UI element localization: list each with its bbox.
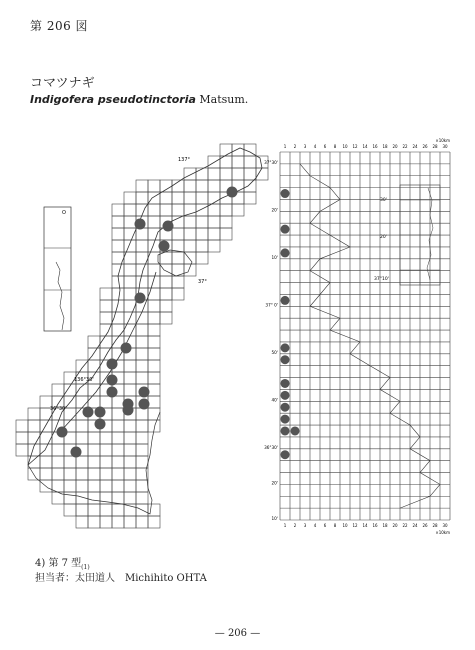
- map-grid-cell: [112, 396, 124, 408]
- histogram-top-tick: 18: [382, 144, 388, 149]
- map-grid-cell: [100, 288, 112, 300]
- map-grid-cell: [148, 336, 160, 348]
- histogram-bottom-tick: 8: [333, 523, 337, 528]
- histogram-bottom-tick: 10: [342, 523, 348, 528]
- map-inset-left: [44, 207, 71, 331]
- map-grid-cell: [196, 168, 208, 180]
- map-grid-cell: [112, 216, 124, 228]
- map-grid-cell: [136, 372, 148, 384]
- map-grid-cell: [52, 384, 64, 396]
- map-grid-cell: [256, 168, 268, 180]
- map-grid-cell: [184, 180, 196, 192]
- map-grid-cell: [100, 324, 112, 336]
- histogram-top-tick: 3: [303, 144, 307, 149]
- map-grid-cell: [52, 456, 64, 468]
- histogram-lat-label: 50': [271, 349, 278, 355]
- map-grid-cell: [220, 168, 232, 180]
- occurrence-dot: [163, 221, 174, 232]
- map-grid-cell: [244, 168, 256, 180]
- histogram-bottom-tick: 24: [412, 523, 418, 528]
- map-grid-cell: [148, 408, 160, 420]
- map-grid-cell: [184, 192, 196, 204]
- map-grid-cell: [88, 396, 100, 408]
- histogram-top-tick: 14: [362, 144, 368, 149]
- histogram-top-tick: 10: [342, 144, 348, 149]
- map-grid-cell: [148, 288, 160, 300]
- map-grid-cell: [136, 312, 148, 324]
- map-grid-cell: [52, 444, 64, 456]
- map-grid-cell: [172, 204, 184, 216]
- histogram-top-tick: 6: [323, 144, 327, 149]
- histogram-top-tick: 20: [392, 144, 398, 149]
- occurrence-dot: [107, 359, 118, 370]
- map-grid-cell: [124, 276, 136, 288]
- map-grid-cell: [148, 348, 160, 360]
- map-grid-cell: [148, 240, 160, 252]
- map-grid-cell: [148, 312, 160, 324]
- histogram-top-tick: 26: [422, 144, 428, 149]
- occurrence-dot: [57, 427, 68, 438]
- map-grid-cell: [136, 324, 148, 336]
- map-grid-cell: [124, 300, 136, 312]
- map-grid-cell: [148, 300, 160, 312]
- species-japanese-name: コマツナギ: [30, 76, 95, 91]
- map-grid-cell: [76, 504, 88, 516]
- species-scientific-name: Indigofera pseudotinctoria: [30, 93, 196, 106]
- occurrence-dot: [71, 447, 82, 458]
- histogram-bottom-tick: 16: [372, 523, 378, 528]
- map-grid-cell: [184, 168, 196, 180]
- map-grid-cell: [52, 468, 64, 480]
- map-grid-cell: [136, 432, 148, 444]
- map-grid-cell: [76, 420, 88, 432]
- occurrence-dot: [139, 399, 150, 410]
- map-lat-label-inland: 37°: [198, 279, 207, 285]
- occurrence-dot: [121, 343, 132, 354]
- map-grid-cell: [112, 432, 124, 444]
- map-grid-cell: [136, 456, 148, 468]
- map-grid-cell: [196, 228, 208, 240]
- histogram-dot: [281, 379, 290, 388]
- page-number: — 206 —: [214, 628, 261, 639]
- map-grid-cell: [136, 180, 148, 192]
- map-grid-cell: [160, 312, 172, 324]
- map-grid-cell: [28, 468, 40, 480]
- map-grid-cell: [100, 444, 112, 456]
- histogram-bottom-tick: 18: [382, 523, 388, 528]
- map-grid-cell: [124, 492, 136, 504]
- map-grid-cell: [64, 480, 76, 492]
- histogram-lat-label: 37°30': [264, 159, 278, 165]
- map-grid-cell: [100, 468, 112, 480]
- map-grid-cell: [124, 216, 136, 228]
- map-grid-cell: [232, 168, 244, 180]
- map-grid-cell: [220, 216, 232, 228]
- occurrence-dot: [83, 407, 94, 418]
- map-grid-cell: [124, 516, 136, 528]
- map-grid-cell: [244, 180, 256, 192]
- map-lon-label-137: 137°: [178, 157, 191, 163]
- map-grid-cell: [124, 264, 136, 276]
- map-grid-cell: [16, 420, 28, 432]
- map-grid-cell: [100, 432, 112, 444]
- histogram-bottom-tick: 30: [442, 523, 448, 528]
- histogram-lat-label: 20': [271, 207, 278, 213]
- map-grid-cell: [88, 492, 100, 504]
- map-grid-cell: [88, 456, 100, 468]
- map-grid-cell: [76, 384, 88, 396]
- species-author: Matsum.: [199, 93, 249, 106]
- histogram-dot: [281, 343, 290, 352]
- histogram-bottom-tick: 3: [303, 523, 307, 528]
- map-grid-cell: [160, 264, 172, 276]
- map-grid-cell: [160, 276, 172, 288]
- map-grid-cell: [148, 180, 160, 192]
- map-grid-cell: [88, 516, 100, 528]
- map-grid-cell: [124, 360, 136, 372]
- map-grid-cell: [76, 456, 88, 468]
- map-grid-cell: [172, 288, 184, 300]
- histogram-bottom-tick: 14: [362, 523, 368, 528]
- map-grid-cell: [124, 444, 136, 456]
- map-grid-cell: [40, 444, 52, 456]
- map-grid-cell: [112, 504, 124, 516]
- map-grid-cell: [148, 264, 160, 276]
- map-grid-cell: [40, 420, 52, 432]
- map-grid-cell: [88, 360, 100, 372]
- map-grid-cell: [112, 516, 124, 528]
- map-grid-cell: [196, 180, 208, 192]
- histogram-dot: [281, 248, 290, 257]
- histogram-bottom-tick: 22: [402, 523, 408, 528]
- map-grid-cell: [148, 204, 160, 216]
- map-grid: [16, 144, 268, 528]
- map-grid-cell: [64, 456, 76, 468]
- histogram-dot: [281, 426, 290, 435]
- map-grid-cell: [100, 516, 112, 528]
- map-grid-cell: [196, 192, 208, 204]
- occurrence-dot: [95, 419, 106, 430]
- histogram-dot: [281, 403, 290, 412]
- map-grid-cell: [136, 276, 148, 288]
- map-grid-cell: [160, 300, 172, 312]
- histogram-unit-bottom: ×10km: [435, 530, 450, 535]
- map-grid-cell: [136, 444, 148, 456]
- map-grid-cell: [16, 432, 28, 444]
- histogram-dot: [281, 189, 290, 198]
- map-grid-cell: [124, 456, 136, 468]
- map-grid-cell: [112, 408, 124, 420]
- histogram-lat-label: 20': [271, 480, 278, 486]
- map-grid-cell: [232, 156, 244, 168]
- occurrence-dot: [135, 219, 146, 230]
- map-grid-cell: [112, 204, 124, 216]
- map-grid-cell: [112, 264, 124, 276]
- map-grid-cell: [244, 192, 256, 204]
- map-grid-cell: [184, 216, 196, 228]
- latitude-histogram: [280, 152, 450, 520]
- map-grid-cell: [88, 444, 100, 456]
- map-grid-cell: [148, 192, 160, 204]
- occurrence-dot: [159, 241, 170, 252]
- svg-text:O: O: [62, 210, 66, 216]
- histogram-bottom-tick: 4: [313, 523, 317, 528]
- map-border: [28, 412, 160, 514]
- map-grid-cell: [16, 444, 28, 456]
- map-grid-cell: [172, 216, 184, 228]
- coastline: [28, 148, 262, 465]
- histogram-top-tick: 16: [372, 144, 378, 149]
- map-grid-cell: [136, 420, 148, 432]
- histogram-top-tick: 28: [432, 144, 438, 149]
- map-lon-label-136-30: 136°30': [74, 377, 94, 383]
- map-grid-cell: [64, 468, 76, 480]
- map-grid-cell: [64, 504, 76, 516]
- occurrence-dot: [107, 375, 118, 386]
- histogram-top-tick: 30: [442, 144, 448, 149]
- map-grid-cell: [40, 456, 52, 468]
- map-grid-cell: [28, 408, 40, 420]
- map-grid-cell: [160, 192, 172, 204]
- inset-label-20: 20': [380, 235, 387, 240]
- histogram-lat-label: 10': [271, 516, 278, 521]
- occurrence-dot: [95, 407, 106, 418]
- histogram-bottom-tick: 2: [293, 523, 297, 528]
- map-grid-cell: [196, 252, 208, 264]
- distribution-type-text: 4) 第 7 型: [35, 558, 82, 569]
- histogram-dot: [281, 355, 290, 364]
- map-grid-cell: [76, 360, 88, 372]
- map-grid-cell: [124, 288, 136, 300]
- map-grid-cell: [124, 204, 136, 216]
- inset-label-30: 30': [380, 198, 387, 203]
- map-grid-cell: [40, 432, 52, 444]
- map-grid-cell: [136, 516, 148, 528]
- map-grid-cell: [244, 156, 256, 168]
- map-grid-cell: [100, 504, 112, 516]
- map-grid-cell: [232, 144, 244, 156]
- occurrence-dot: [227, 187, 238, 198]
- map-grid-cell: [100, 300, 112, 312]
- map-grid-cell: [76, 468, 88, 480]
- map-grid-cell: [208, 192, 220, 204]
- map-grid-cell: [124, 372, 136, 384]
- map-grid-cell: [124, 192, 136, 204]
- histogram-lat-label: 37° 0': [265, 302, 278, 308]
- occurrence-dot: [135, 293, 146, 304]
- map-grid-cell: [184, 264, 196, 276]
- map-grid-cell: [64, 492, 76, 504]
- occurrence-dot: [139, 387, 150, 398]
- occurrence-dots: [57, 187, 238, 458]
- map-grid-cell: [112, 456, 124, 468]
- occurrence-dot: [123, 405, 134, 416]
- map-grid-cell: [172, 228, 184, 240]
- map-grid-cell: [76, 480, 88, 492]
- map-grid-cell: [208, 168, 220, 180]
- map-grid-cell: [76, 396, 88, 408]
- map-grid-cell: [124, 480, 136, 492]
- map-grid-cell: [76, 432, 88, 444]
- map-grid-cell: [40, 468, 52, 480]
- histogram-top-tick: 22: [402, 144, 408, 149]
- map-grid-cell: [136, 192, 148, 204]
- histogram-bottom-tick: 28: [432, 523, 438, 528]
- map-grid-cell: [112, 240, 124, 252]
- map-grid-cell: [100, 312, 112, 324]
- map-grid-cell: [196, 204, 208, 216]
- histogram-bottom-tick: 1: [283, 523, 287, 528]
- map-grid-cell: [136, 336, 148, 348]
- histogram-unit-top: ×10km: [435, 138, 450, 143]
- inset-label-37-10: 37°10': [374, 277, 389, 282]
- histogram-top-tick: 2: [293, 144, 297, 149]
- map-grid-cell: [28, 456, 40, 468]
- map-grid-cell: [148, 372, 160, 384]
- map-grid-cell: [136, 228, 148, 240]
- map-grid-cell: [88, 480, 100, 492]
- histogram-bottom-tick: 20: [392, 523, 398, 528]
- histogram-dot: [281, 225, 290, 234]
- histogram-dot: [281, 415, 290, 424]
- histogram-bottom-tick: 26: [422, 523, 428, 528]
- figure-label: 第 206 図: [30, 19, 89, 33]
- histogram-top-tick: 1: [283, 144, 287, 149]
- map-grid-cell: [184, 228, 196, 240]
- map-lat-label-36-30: 36°30': [50, 406, 67, 412]
- histogram-top-tick: 24: [412, 144, 418, 149]
- map-grid-cell: [124, 384, 136, 396]
- map-grid-cell: [160, 204, 172, 216]
- map-grid-cell: [148, 360, 160, 372]
- map-grid-cell: [28, 420, 40, 432]
- map-grid-cell: [136, 480, 148, 492]
- map-grid-cell: [208, 228, 220, 240]
- map-grid-cell: [160, 288, 172, 300]
- map-grid-cell: [172, 252, 184, 264]
- map-grid-cell: [136, 492, 148, 504]
- map-grid-cell: [88, 432, 100, 444]
- histogram-lat-label: 10': [271, 254, 278, 260]
- person-in-charge: 担当者：太田道人 Michihito OHTA: [35, 573, 207, 584]
- histogram-top-tick: 8: [333, 144, 337, 149]
- histogram-dot: [281, 391, 290, 400]
- map-grid-cell: [112, 468, 124, 480]
- histogram-top-tick: 12: [352, 144, 358, 149]
- distribution-type-sub: (1): [81, 564, 90, 571]
- map-grid-cell: [208, 216, 220, 228]
- occurrence-dot: [107, 387, 118, 398]
- bay-outline: [158, 250, 192, 276]
- map-grid-cell: [112, 480, 124, 492]
- map-grid-cell: [136, 348, 148, 360]
- map-grid-cell: [124, 468, 136, 480]
- map-grid-cell: [148, 324, 160, 336]
- map-grid-cell: [208, 204, 220, 216]
- map-grid-cell: [112, 444, 124, 456]
- histogram-dot: [281, 296, 290, 305]
- map-grid-cell: [208, 240, 220, 252]
- map-grid-cell: [160, 180, 172, 192]
- histogram-lat-label: 36°30': [264, 444, 278, 450]
- map-grid-cell: [112, 492, 124, 504]
- map-grid-cell: [76, 516, 88, 528]
- map-grid-cell: [196, 216, 208, 228]
- histogram-dot: [281, 450, 290, 459]
- map-grid-cell: [100, 348, 112, 360]
- histogram-lat-label: 40': [271, 397, 278, 403]
- map-grid-cell: [100, 456, 112, 468]
- map-grid-cell: [232, 204, 244, 216]
- map-grid-cell: [148, 384, 160, 396]
- map-grid-cell: [148, 396, 160, 408]
- map-grid-cell: [220, 228, 232, 240]
- map-grid-cell: [220, 144, 232, 156]
- map-grid-cell: [208, 180, 220, 192]
- map-grid-cell: [124, 240, 136, 252]
- histogram-labels: [264, 138, 450, 535]
- map-grid-cell: [112, 324, 124, 336]
- map-grid-cell: [172, 276, 184, 288]
- map-grid-cell: [160, 252, 172, 264]
- map-grid-cell: [88, 468, 100, 480]
- map-grid-cell: [148, 216, 160, 228]
- map-grid-cell: [136, 360, 148, 372]
- map-grid-cell: [124, 432, 136, 444]
- map-grid-cell: [148, 516, 160, 528]
- histogram-dot: [291, 426, 300, 435]
- map-grid-cell: [100, 396, 112, 408]
- map-grid-cell: [196, 240, 208, 252]
- map-grid-cell: [136, 240, 148, 252]
- map-grid-cell: [220, 204, 232, 216]
- map-grid-cell: [136, 408, 148, 420]
- map-grid-cell: [148, 228, 160, 240]
- map-grid-cell: [88, 504, 100, 516]
- map-grid-cell: [184, 240, 196, 252]
- histogram-bottom-tick: 12: [352, 523, 358, 528]
- map-grid-cell: [172, 192, 184, 204]
- map-grid-cell: [112, 420, 124, 432]
- map-grid-cell: [112, 288, 124, 300]
- histogram-bottom-tick: 6: [323, 523, 327, 528]
- histogram-top-tick: 4: [313, 144, 317, 149]
- map-grid-cell: [124, 420, 136, 432]
- map-grid-cell: [100, 480, 112, 492]
- map-grid-cell: [112, 228, 124, 240]
